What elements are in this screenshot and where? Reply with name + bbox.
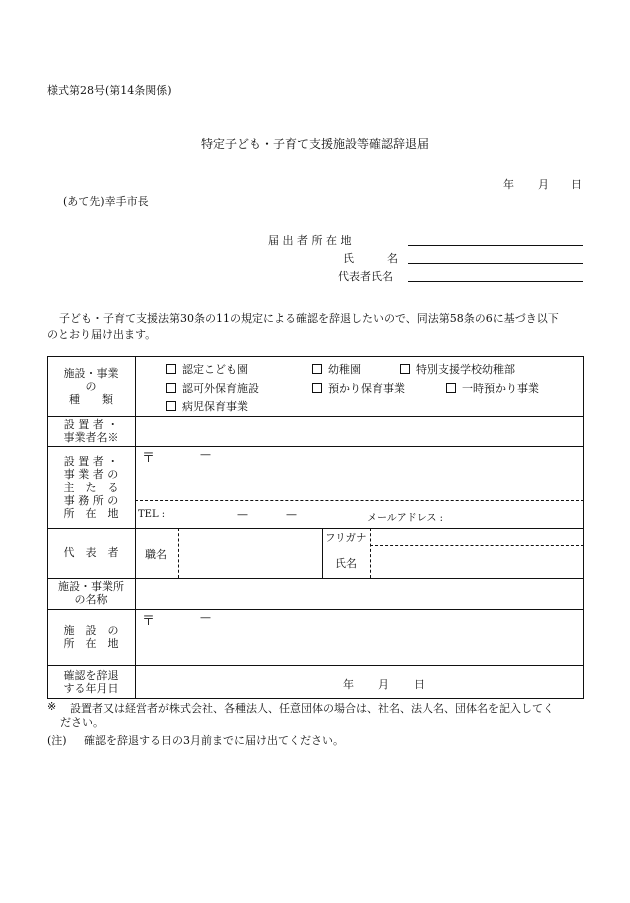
note1-line1: 設置者又は経営者が株式会社、各種法人、任意団体の場合は、社名、法人名、団体名を記入してく bbox=[70, 702, 554, 715]
date-month-label: 月 bbox=[538, 178, 549, 191]
rep-cell-divider bbox=[322, 528, 323, 578]
withdraw-date-field[interactable] bbox=[137, 667, 582, 698]
option-nintei-kodomoen[interactable]: 認定こども園 bbox=[166, 361, 248, 377]
note2-text: 確認を辞退する日の3月前までに届け出てください。 bbox=[84, 734, 344, 747]
submitter-name-label: 氏 名 bbox=[343, 252, 398, 265]
tel-dash: — bbox=[286, 508, 297, 521]
note2-mark: (注) bbox=[47, 734, 67, 747]
form-number: 様式第28号(第14条関係) bbox=[47, 84, 172, 97]
checkbox-icon[interactable] bbox=[446, 383, 456, 393]
office-address-label: 設 置 者 ・ 事 業 者 の 主 た る 事 務 所 の 所 在 地 bbox=[63, 455, 119, 520]
withdraw-month-label: 月 bbox=[378, 678, 389, 691]
row-divider-dashed bbox=[135, 500, 584, 501]
representative-label: 代 表 者 bbox=[63, 546, 119, 559]
checkbox-icon[interactable] bbox=[166, 383, 176, 393]
option-tokubetsu-shien[interactable]: 特別支援学校幼稚部 bbox=[400, 361, 515, 377]
page-title: 特定子ども・子育て支援施設等確認辞退届 bbox=[200, 137, 429, 151]
row-divider bbox=[47, 578, 584, 579]
withdraw-date-label: 確認を辞退 する年月日 bbox=[63, 669, 119, 695]
option-ninkagai-hoiku[interactable]: 認可外保育施設 bbox=[166, 380, 259, 396]
facility-name-label: 施設・事業所 の名称 bbox=[58, 580, 124, 606]
body-text-line2: のとおり届け出ます。 bbox=[47, 328, 157, 341]
operator-name-field[interactable] bbox=[137, 418, 582, 445]
position-label: 職名 bbox=[145, 548, 167, 561]
checkbox-icon[interactable] bbox=[312, 383, 322, 393]
furigana-field[interactable] bbox=[372, 530, 582, 544]
facility-address-field[interactable] bbox=[137, 611, 582, 664]
operator-name-label: 設 置 者 ・ 事業者名※ bbox=[63, 418, 119, 444]
submitter-rep-field[interactable] bbox=[408, 281, 583, 282]
row-divider bbox=[47, 609, 584, 610]
checkbox-icon[interactable] bbox=[166, 364, 176, 374]
row-divider bbox=[47, 416, 584, 417]
option-byouji-hoiku[interactable]: 病児保育事業 bbox=[166, 398, 248, 414]
rep-name-field[interactable] bbox=[372, 547, 582, 577]
withdraw-year-label: 年 bbox=[343, 678, 354, 691]
body-text-line1: 子ども・子育て支援法第30条の11の規定による確認を辞退したいので、同法第58条の6に基づき以下 bbox=[59, 312, 559, 325]
position-field[interactable] bbox=[180, 530, 320, 576]
submitter-rep-label: 代表者氏名 bbox=[338, 270, 393, 283]
option-azukari-hoiku[interactable]: 預かり保育事業 bbox=[312, 380, 405, 396]
furigana-divider bbox=[370, 545, 584, 546]
checkbox-icon[interactable] bbox=[166, 401, 176, 411]
note-mark: ※ bbox=[47, 700, 57, 713]
addressee: (あて先)幸手市長 bbox=[63, 195, 149, 208]
rep-cell-divider bbox=[178, 528, 179, 578]
facility-name-field[interactable] bbox=[137, 580, 582, 608]
facility-type-label: 施設・事業 の 種 類 bbox=[63, 367, 119, 406]
postal-dash: — bbox=[200, 611, 211, 624]
postal-mark: 〒 bbox=[142, 451, 156, 466]
submitter-address-field[interactable] bbox=[408, 245, 583, 246]
rep-name-label: 氏名 bbox=[335, 557, 357, 570]
checkbox-icon[interactable] bbox=[400, 364, 410, 374]
rep-cell-divider bbox=[370, 528, 371, 578]
date-year-label: 年 bbox=[503, 178, 514, 191]
postal-mark: 〒 bbox=[142, 614, 156, 629]
submitter-name-field[interactable] bbox=[408, 263, 583, 264]
row-divider bbox=[47, 528, 584, 529]
tel-label: TEL : bbox=[138, 509, 166, 520]
withdraw-day-label: 日 bbox=[414, 678, 425, 691]
option-youchien[interactable]: 幼稚園 bbox=[312, 361, 361, 377]
office-address-field[interactable] bbox=[137, 447, 582, 499]
checkbox-icon[interactable] bbox=[312, 364, 322, 374]
date-day-label: 日 bbox=[571, 178, 582, 191]
note1-line2: ださい。 bbox=[60, 716, 104, 729]
submitter-address-label: 届 出 者 所 在 地 bbox=[268, 234, 352, 247]
row-divider bbox=[47, 665, 584, 666]
facility-address-label: 施 設 の 所 在 地 bbox=[63, 624, 119, 650]
furigana-label: フリガナ bbox=[325, 532, 367, 544]
email-label: メールアドレス : bbox=[367, 513, 444, 524]
tel-dash: — bbox=[237, 508, 248, 521]
postal-dash: — bbox=[200, 448, 211, 461]
option-ichiji-azukari[interactable]: 一時預かり事業 bbox=[446, 380, 539, 396]
